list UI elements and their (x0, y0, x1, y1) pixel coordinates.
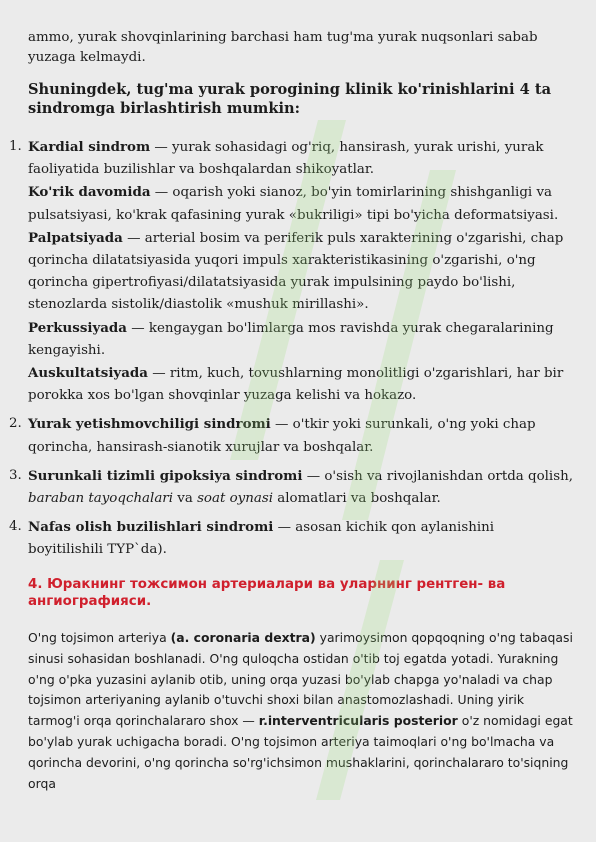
syndromes-heading: Shuningdek, tug'ma yurak porogining klinik ko'rinishlarini 4 ta sindromga birlashtirish mumkin: (28, 81, 552, 117)
term-description: — kengaygan bo'limlarga mos ravishda yurak chegaralarining kengayishi. (28, 320, 554, 358)
intro-paragraph: ammo, yurak shovqinlarining barchasi ham tug'ma yurak nuqsonlari sabab yuzaga kelmaydi. (28, 30, 538, 65)
term-description: — ritm, kuch, tovushlarning monolitligi o'zgarishlari, har bir porokka xos bo'lgan shovqinlar yuzaga kelishi va hokazo. (28, 366, 564, 404)
paragraph-text: O'ng tojsimon arteriya (28, 630, 171, 645)
term-title: Kardial sindrom (28, 139, 151, 155)
term-description: — asosan kichik qon aylanishini boyitilishili TYP`da). (28, 520, 495, 558)
term-title: Surunkali tizimli gipoksiya sindromi (28, 467, 303, 484)
inspection-text (28, 181, 573, 226)
list-number: 4. (9, 519, 22, 535)
list-number: 1. (9, 139, 22, 154)
term-title: Palpatsiyada (28, 229, 123, 246)
paragraph-bold-term: r.interventricularis posterior (258, 713, 458, 729)
percussion-text (28, 317, 573, 362)
list-number: 3. (9, 467, 22, 483)
term-title: Ko'rik davomida (28, 184, 151, 201)
list-item-heart-failure (9, 413, 573, 458)
auscultation-text (28, 362, 573, 407)
term-description: — arterial bosim va periferik puls xarakterining o'zgarishi, chap qorincha dilatatsiyasida yuqori impuls xarakteristikasining o'zgarishi, o'ng qorincha gipertrofiyasi/dilatatsiyasida yurak impulsining paydo bo'lishi, stenozlarda sistolik/diastolik «mushuk mirillashi». (28, 230, 564, 313)
list-number: 2. (9, 416, 22, 432)
term-description: alomatlari va boshqalar. (273, 491, 441, 507)
section-title: 4. Юракнинг тожсимон артериалари ва уларнинг рентген- ва ангиографияси. (28, 577, 506, 609)
term-description: — o'tkir yoki surunkali, o'ng yoki chap qorincha, hansirash-sianotik xurujlar va boshqalar. (28, 417, 536, 455)
palpation-text (28, 227, 573, 317)
term-description: — oqarish yoki sianoz, bo'yin tomirlarining shishganligi va pulsatsiyasi, ko'krak qafasining yurak «bukriligi» tipi bo'yicha deformatsiyasi. (28, 185, 559, 223)
term-title: Perkussiyada (28, 319, 127, 336)
term-description: — yurak sohasidagi og'riq, hansirash, yurak urishi, yurak faoliyatida buzilishlar va boshqalardan shikoyatlar. (28, 140, 544, 178)
term-title: Auskultatsiyada (28, 365, 148, 382)
syndromes-list (9, 136, 573, 568)
paragraph-text: yarimoysimon qopqoqning o'ng tabaqasi sinusi sohasidan boshlanadi. O'ng quloqcha ostidan o'tib toj egatda yotadi. Yurakning o'ng o'pka yuzasini aylanib otib, uning orqa yuzasi bo'ylab chapga yo'naladi va chap tojsimon arteriyaning aylanib o'tuvchi shoxi bilan anastomozlashadi. Uning yirik tarmog'i orqa qorinchalararo shox — (28, 630, 573, 729)
term-title: Yurak yetishmovchiligi sindromi (28, 416, 271, 433)
term-description: — o'sish va rivojlanishdan ortda qolish, (302, 468, 573, 484)
term-title: Nafas olish buzilishlari sindromi (28, 519, 274, 536)
paragraph-text: o'z nomidagi egat bo'ylab yurak uchigacha boradi. O'ng tojsimon arteriya taimoqlari o'ng bo'lmacha va qorincha devorini, o'ng qorincha so'rg'ichsimon mushaklarini, qorinchalararo to'siqning orqa (28, 713, 573, 791)
italic-term: soat oynasi (197, 491, 274, 507)
paragraph-bold-term: (a. coronaria dextra) (170, 630, 316, 645)
cardial-syndrome-text (28, 136, 573, 181)
coronary-artery-paragraph (28, 628, 576, 794)
italic-term: baraban tayoqchalari (28, 491, 173, 507)
term-description: va (173, 491, 198, 507)
list-item-hypoxia (9, 465, 573, 510)
list-item-cardial (9, 136, 573, 407)
list-item-respiratory (9, 516, 573, 561)
